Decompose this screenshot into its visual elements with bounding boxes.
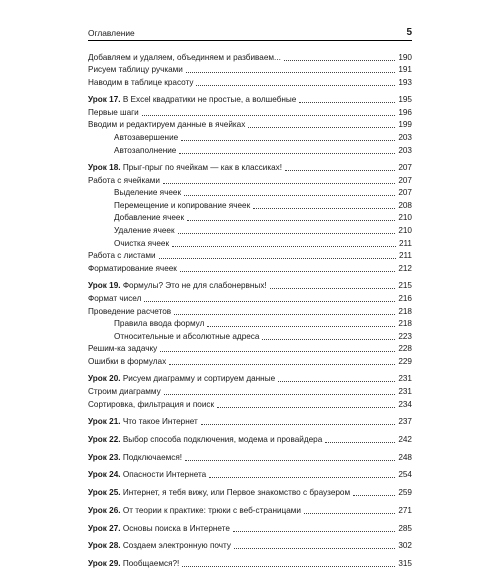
entry-text: Формулы? Это не для слабонервных! [120,281,267,291]
toc-lesson-entry [88,521,412,534]
entry-title [88,400,215,410]
entry-page-number: 234 [398,399,412,409]
dot-leader [234,548,395,549]
entry-title [88,108,140,118]
toc-subentry [88,223,412,236]
entry-text: Форматирование ячеек [88,263,177,273]
entry-page-number: 231 [398,386,412,396]
entry-title [88,541,232,551]
entry-title [88,453,183,463]
dot-leader [185,460,395,461]
entry-text: Что такое Интернет [120,417,198,427]
entry-title [88,176,161,186]
toc-entry [88,397,412,410]
entry-page-number: 196 [398,107,412,117]
dot-leader [217,407,395,408]
entry-title [88,506,302,516]
entry-title [88,281,268,291]
entry-page-number: 195 [398,95,412,105]
entry-title [88,78,194,88]
entry-title [114,201,251,211]
entry-title [88,251,157,261]
entry-title [88,344,158,354]
dot-leader [207,326,395,327]
toc-subentry [88,317,412,330]
entry-text: Выделение ячеек [114,188,182,198]
dot-leader [186,72,395,73]
dot-leader [248,127,395,128]
entry-page-number: 242 [398,434,412,444]
entry-text: Опасности Интернета [120,470,207,480]
toc-entry [88,105,412,118]
entry-title [114,188,182,198]
entry-page-number: 211 [398,251,412,261]
lesson-number: Урок 26. [88,505,121,515]
entry-text: Добавляем и удаляем, объединяем и разбиваем... [88,52,281,62]
table-of-contents [88,50,412,569]
dot-leader [180,271,395,272]
toc-entry [88,173,412,186]
entry-title [114,133,179,143]
dot-leader [164,394,396,395]
toc-entry [88,354,412,367]
entry-page-number: 229 [398,356,412,366]
entry-text: Интернет, я тебя вижу, или Первое знакомство с браузером [120,488,351,498]
entry-title [88,488,351,498]
toc-entry [88,50,412,63]
dot-leader [160,351,395,352]
entry-title [88,120,246,130]
entry-page-number: 207 [398,188,412,198]
entry-title [114,213,185,223]
dot-leader [159,258,396,259]
lesson-number: Урок 23. [88,452,121,462]
dot-leader [270,288,396,289]
entry-text: Строим диаграмму [88,386,161,396]
dot-leader [179,153,395,154]
dot-leader [187,220,395,221]
entry-text: Проведение расчетов [88,306,172,316]
entry-text: От теории к практике: трюки с веб-страницами [120,505,301,515]
entry-title [88,374,276,384]
entry-page-number: 215 [398,281,412,291]
lesson-number: Урок 29. [88,559,121,569]
entry-page-number: 211 [398,238,412,248]
dot-leader [353,495,395,496]
entry-page-number: 208 [398,200,412,210]
entry-text: Первые шаги [88,107,139,117]
entry-title [88,417,199,427]
dot-leader [262,339,395,340]
entry-page-number: 207 [398,163,412,173]
toc-entry [88,75,412,88]
entry-page-number: 248 [398,452,412,462]
entry-text: Добавление ячеек [114,213,185,223]
entry-page-number: 203 [398,145,412,155]
entry-page-number: 193 [398,77,412,87]
dot-leader [209,477,395,478]
toc-lesson-entry [88,372,412,385]
lesson-number: Урок 20. [88,374,121,384]
entry-text: Подключаемся! [120,452,183,462]
toc-subentry [88,130,412,143]
entry-page-number: 315 [398,559,412,569]
toc-entry [88,384,412,397]
entry-page-number: 210 [398,213,412,223]
toc-lesson-entry [88,468,412,481]
dot-leader [253,208,395,209]
entry-page-number: 237 [398,417,412,427]
lesson-number: Урок 21. [88,417,121,427]
dot-leader [142,115,396,116]
lesson-number: Урок 17. [88,95,121,105]
toc-subentry [88,198,412,211]
lesson-number: Урок 22. [88,434,121,444]
toc-subentry [88,143,412,156]
entry-page-number: 210 [398,226,412,236]
toc-lesson-entry [88,279,412,292]
dot-leader [184,195,395,196]
entry-title [88,307,172,317]
entry-text: Автозавершение [114,133,179,143]
entry-title [88,357,167,367]
entry-text: Правила ввода формул [114,319,205,329]
toc-lesson-entry [88,415,412,428]
toc-lesson-entry [88,432,412,445]
entry-text: Вводим и редактируем данные в ячейках [88,120,246,130]
dot-leader [178,233,396,234]
entry-page-number: 223 [398,331,412,341]
dot-leader [144,301,395,302]
entry-title [88,559,180,569]
entry-page-number: 218 [398,306,412,316]
lesson-number: Урок 28. [88,541,121,551]
toc-lesson-entry [88,486,412,499]
dot-leader [284,60,395,61]
toc-entry [88,261,412,274]
toc-entry [88,304,412,317]
toc-lesson-entry [88,557,412,569]
dot-leader [196,85,395,86]
toc-lesson-entry [88,503,412,516]
entry-page-number: 254 [398,470,412,480]
dot-leader [325,442,395,443]
entry-page-number: 199 [398,120,412,130]
entry-text: Сортировка, фильтрация и поиск [88,399,215,409]
entry-text: Выбор способа подключения, модема и провайдера [120,434,323,444]
toc-lesson-entry [88,161,412,174]
entry-page-number: 190 [398,52,412,62]
entry-title [88,264,178,274]
toc-subentry [88,211,412,224]
entry-text: Пообщаемся?! [120,559,180,569]
entry-page-number: 207 [398,175,412,185]
dot-leader [174,314,395,315]
toc-entry [88,291,412,304]
toc-lesson-entry [88,450,412,463]
entry-text: Решим-ка задачку [88,344,158,354]
dot-leader [163,183,395,184]
entry-page-number: 231 [398,374,412,384]
entry-text: Относительные и абсолютные адреса [114,331,260,341]
dot-leader [169,364,395,365]
entry-page-number: 302 [398,541,412,551]
dot-leader [299,102,395,103]
running-header [88,27,412,41]
entry-text: Формат чисел [88,293,142,303]
dot-leader [172,246,396,247]
toc-subentry [88,329,412,342]
entry-page-number: 228 [398,344,412,354]
entry-text: Работа с ячейками [88,175,161,185]
toc-lesson-entry [88,93,412,106]
entry-text: Наводим в таблице красоту [88,77,194,87]
toc-subentry [88,186,412,199]
entry-title [88,524,231,534]
toc-subentry [88,236,412,249]
page-number: 5 [406,27,412,38]
entry-page-number: 203 [398,133,412,143]
entry-text: Прыг-прыг по ячейкам — как в классиках! [120,163,283,173]
entry-page-number: 212 [398,263,412,273]
toc-entry [88,63,412,76]
entry-page-number: 218 [398,319,412,329]
entry-text: В Excel квадратики не простые, а волшебные [120,95,297,105]
dot-leader [278,381,395,382]
toc-entry [88,342,412,355]
lesson-number: Урок 27. [88,523,121,533]
entry-title [114,226,176,236]
entry-text: Удаление ячеек [114,226,175,236]
entry-text: Очистка ячеек [114,238,170,248]
lesson-number: Урок 19. [88,281,121,291]
entry-text: Работа с листами [88,251,156,261]
entry-text: Рисуем таблицу ручками [88,65,183,75]
dot-leader [181,140,395,141]
lesson-number: Урок 18. [88,163,121,173]
entry-text: Ошибки в формулах [88,356,167,366]
entry-text: Рисуем диаграмму и сортируем данные [120,374,276,384]
entry-title [88,470,207,480]
entry-page-number: 191 [398,65,412,75]
entry-title [88,53,282,63]
entry-text: Автозаполнение [114,145,177,155]
lesson-number: Урок 25. [88,488,121,498]
entry-text: Основы поиска в Интернете [120,523,230,533]
entry-text: Создаем электронную почту [120,541,231,551]
entry-page-number: 285 [398,523,412,533]
toc-lesson-entry [88,539,412,552]
entry-page-number: 216 [398,293,412,303]
dot-leader [233,531,395,532]
header-title: Оглавление [88,28,135,38]
entry-title [88,65,184,75]
entry-title [88,435,323,445]
entry-page-number: 259 [398,488,412,498]
entry-title [114,146,177,156]
dot-leader [182,566,395,567]
toc-entry [88,249,412,262]
lesson-number: Урок 24. [88,470,121,480]
toc-entry [88,118,412,131]
entry-title [88,163,283,173]
dot-leader [285,170,395,171]
dot-leader [201,424,396,425]
dot-leader [304,513,395,514]
entry-title [88,95,297,105]
entry-title [114,239,170,249]
entry-page-number: 271 [398,505,412,515]
entry-title [88,294,142,304]
entry-title [114,319,205,329]
entry-title [114,332,260,342]
entry-title [88,387,162,397]
entry-text: Перемещение и копирование ячеек [114,200,251,210]
